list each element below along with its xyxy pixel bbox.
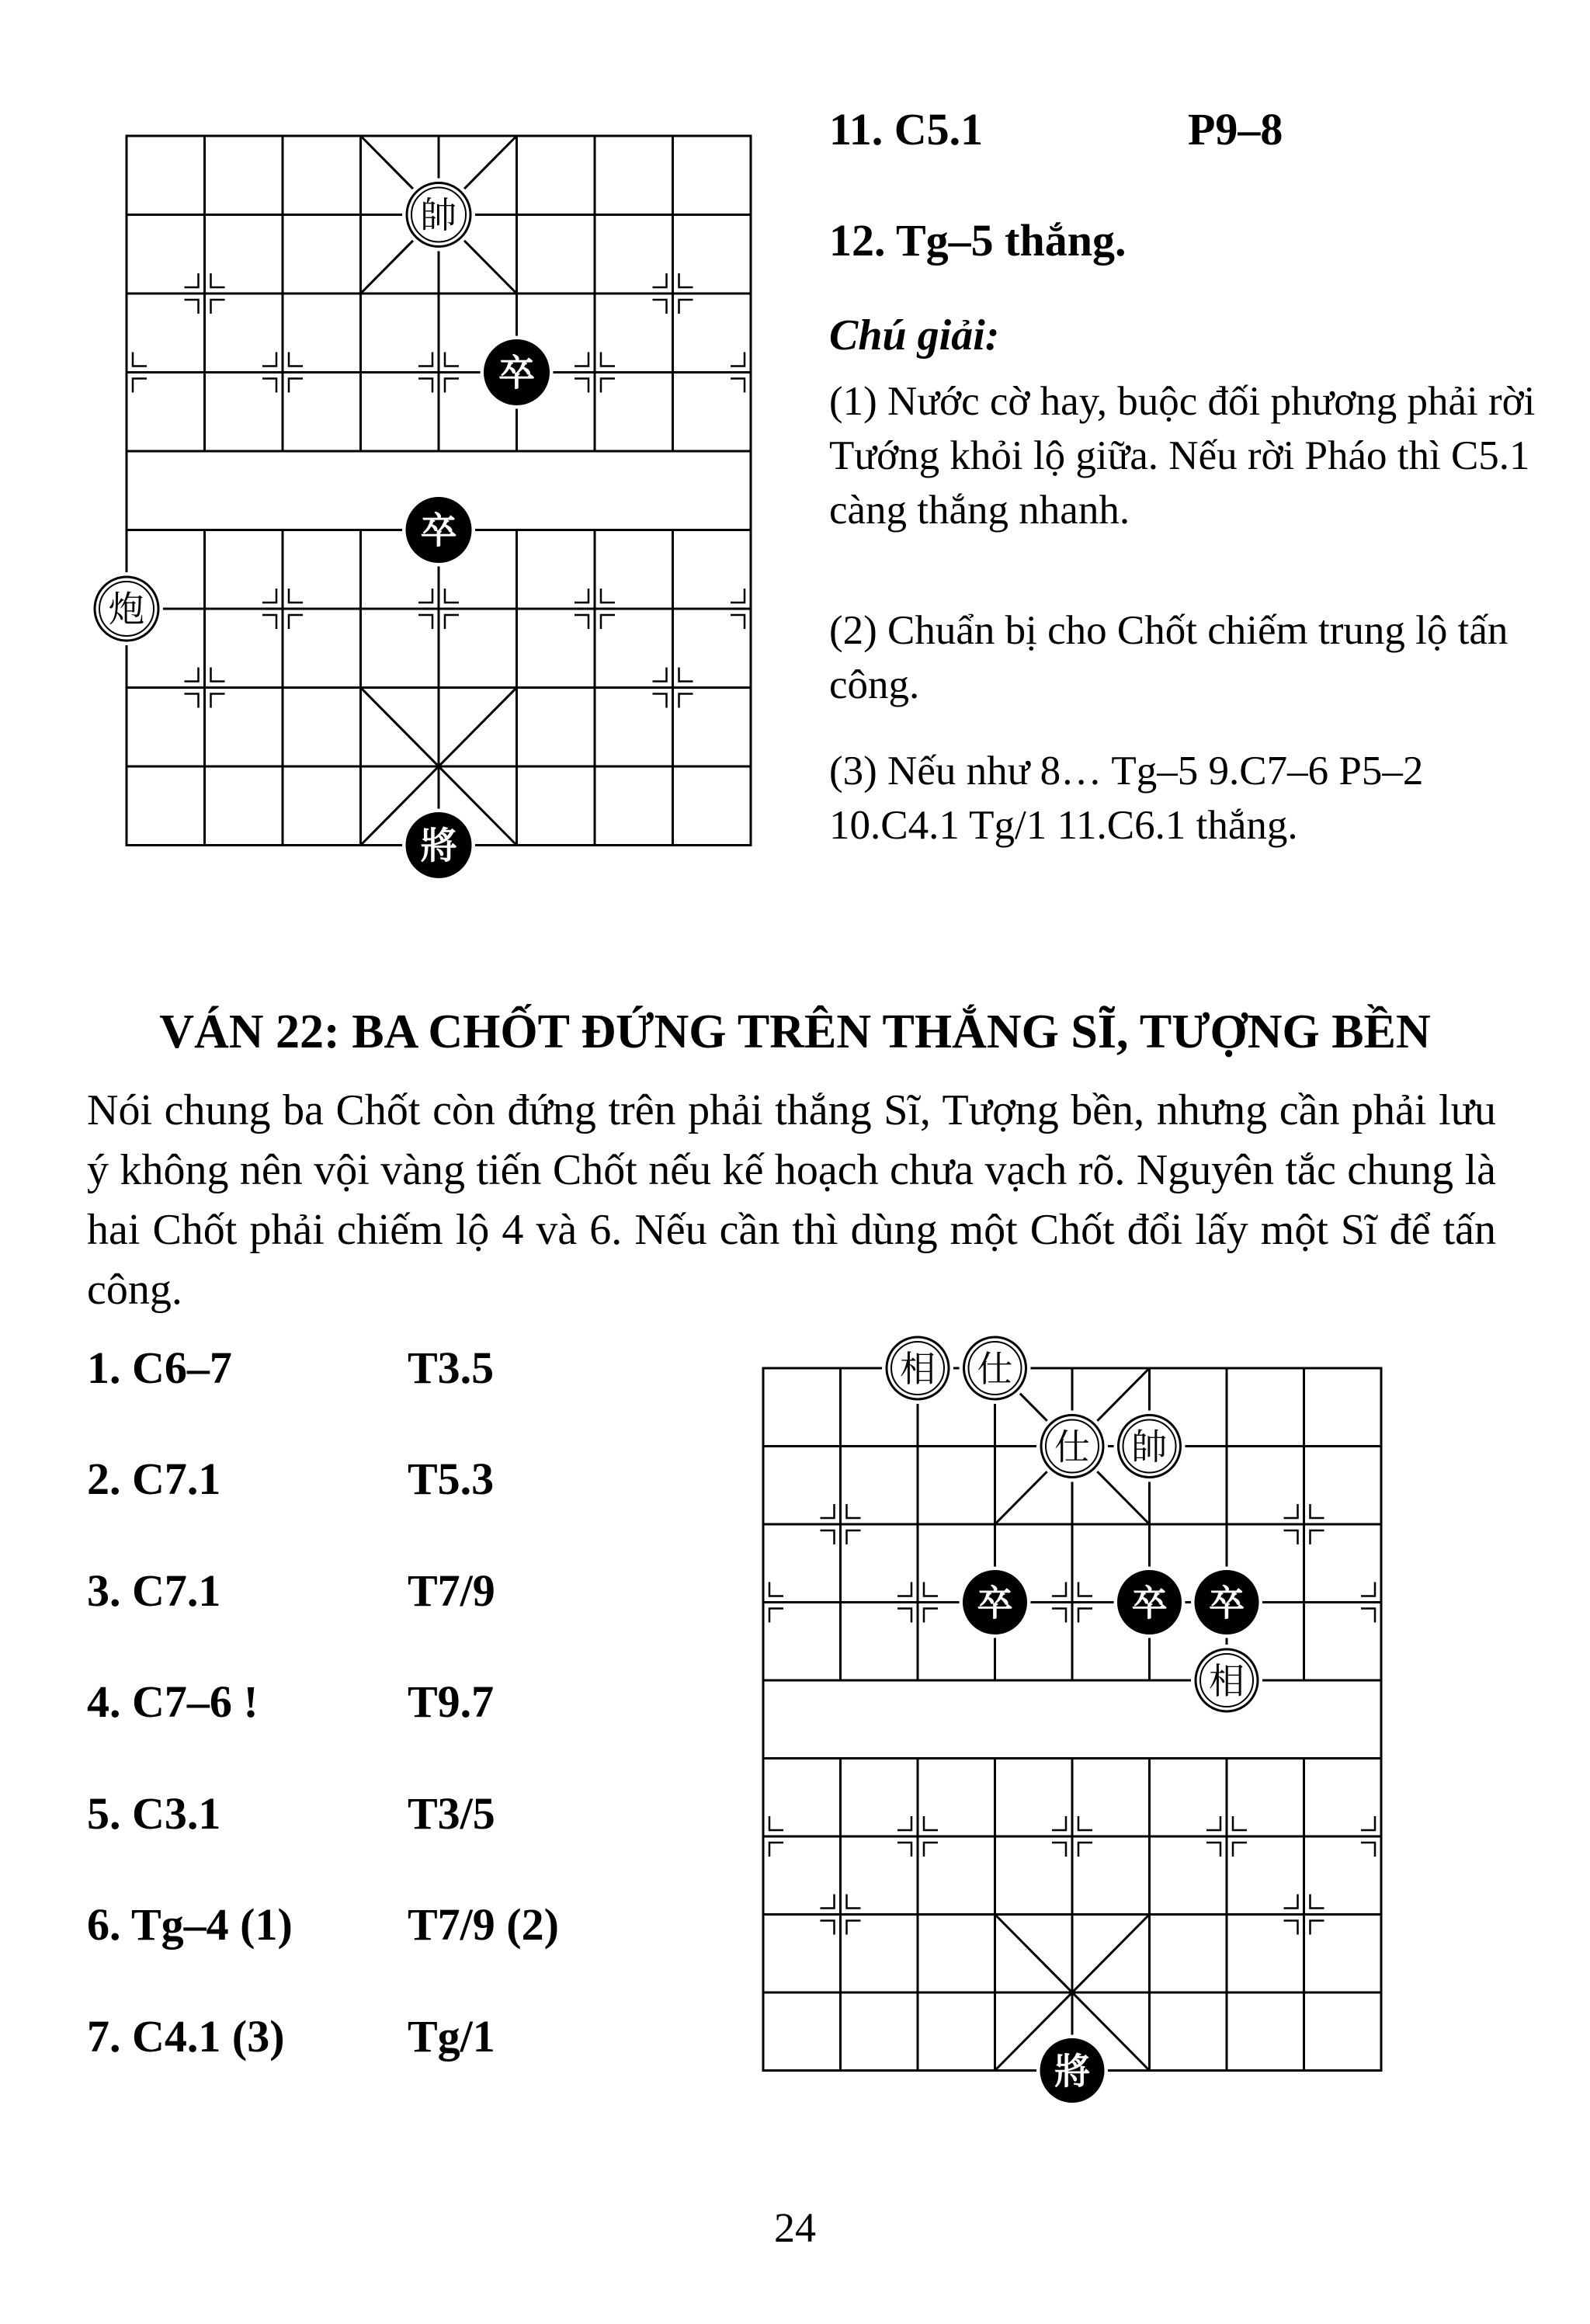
piece-glyph: 卒 [1131, 1582, 1168, 1624]
piece-glyph: 相 [1209, 1659, 1245, 1702]
elephant-red-piece [1191, 1645, 1262, 1716]
piece-glyph: 帥 [420, 194, 457, 238]
section-intro: Nói chung ba Chốt còn đứng trên phải thắng Sĩ, Tượng bền, nhưng cần phải lưu ý không nên vội vàng tiến Chốt nếu kế hoạch chưa vạch rõ. Nguyên tắc chung là hai Chốt phải chiếm lộ 4 và 6. Nếu cần thì dùng một Chốt đổi lấy một Sĩ để tấn công. [87, 1086, 1496, 1314]
soldier-black-piece [960, 1567, 1031, 1638]
piece-glyph: 仕 [1054, 1426, 1090, 1468]
move-red-2: 2. C7.1 [87, 1454, 221, 1504]
advisor-red-piece [960, 1332, 1031, 1404]
annotation-note-1: (1) Nước cờ hay, buộc đối phương phải rời Tướng khỏi lộ giữa. Nếu rời Pháo thì C5.1 càng thắng nhanh. [829, 379, 1536, 533]
move-red-5: 5. C3.1 [87, 1788, 221, 1839]
piece-glyph: 卒 [498, 352, 535, 395]
move-black-4: T9.7 [408, 1676, 495, 1727]
piece-glyph: 相 [900, 1347, 936, 1390]
soldier-black-piece [1191, 1567, 1262, 1638]
advisor-red-piece [1036, 1411, 1108, 1482]
piece-glyph: 卒 [1209, 1582, 1245, 1624]
piece-glyph: 仕 [977, 1347, 1013, 1390]
general-black-piece [1036, 2035, 1108, 2107]
move-black-6: T7/9 (2) [408, 1899, 559, 1950]
elephant-red-piece [882, 1332, 953, 1404]
piece-glyph: 帥 [1131, 1426, 1168, 1468]
section-title: VÁN 22: BA CHỐT ĐỨNG TRÊN THẮNG SĨ, TƯỢNG BỀN [159, 1006, 1431, 1058]
move-black-5: T3/5 [408, 1788, 495, 1839]
move-black-3: T7/9 [408, 1565, 495, 1616]
annotation-note-3: (3) Nếu như 8… Tg–5 9.C7–6 P5–2 10.C4.1 Tg/1 11.C6.1 thắng. [829, 749, 1424, 848]
page-number: 24 [774, 2204, 816, 2251]
move-red-12: 12. Tg–5 thắng. [829, 215, 1127, 266]
annotations-heading: Chú giải: [829, 311, 1000, 360]
soldier-black-piece [1114, 1567, 1186, 1638]
piece-glyph: 將 [1054, 2050, 1090, 2093]
move-red-4: 4. C7–6 ! [87, 1676, 259, 1727]
annotation-note-2: (2) Chuẩn bị cho Chốt chiếm trung lộ tấn công. [829, 608, 1508, 707]
move-red-7: 7. C4.1 (3) [87, 2011, 285, 2062]
move-black-2: T5.3 [408, 1454, 495, 1504]
piece-glyph: 炮 [108, 589, 145, 632]
move-black-1: T3.5 [408, 1343, 495, 1393]
piece-glyph: 卒 [977, 1582, 1013, 1624]
general-red-piece [1114, 1411, 1186, 1482]
move-red-3: 3. C7.1 [87, 1565, 221, 1616]
move-red-1: 1. C6–7 [87, 1343, 232, 1393]
move-red-11: 11. C5.1 [829, 104, 984, 155]
piece-glyph: 卒 [420, 509, 457, 553]
move-red-6: 6. Tg–4 (1) [87, 1899, 293, 1950]
move-black-11: P9–8 [1188, 104, 1283, 155]
piece-glyph: 將 [420, 825, 457, 868]
move-black-7: Tg/1 [408, 2011, 495, 2062]
